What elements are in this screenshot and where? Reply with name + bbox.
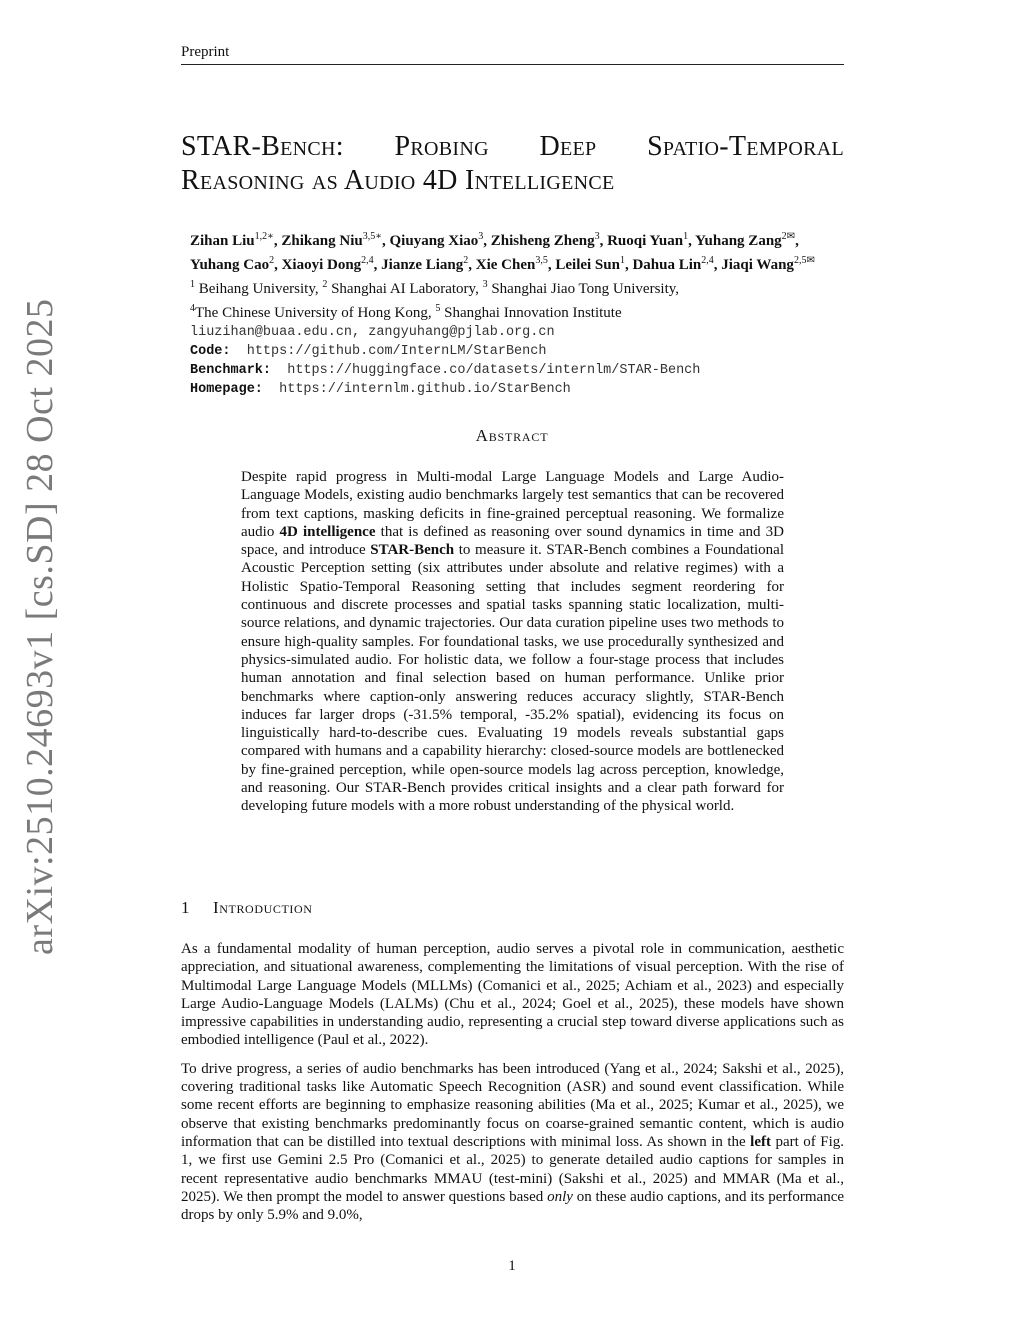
arxiv-stamp: arXiv:2510.24693v1 [cs.SD] 28 Oct 2025 [19,298,61,955]
paragraph: To drive progress, a series of audio benchmarks has been introduced (Yang et al., 2024; Sakshi et al., 2025), covering traditional tasks like Automatic Speech Recognition (ASR) and sound event classification. While some recent efforts are beginning to emphasize reasoning abilities (Ma et al., 2025; Kumar et al., 2025), we observe that existing benchmarks predominantly focus on coarse-grained semantic content, which is audio information that can be distilled into textual descriptions with minimal loss. As shown in the left part of Fig. 1, we first use Gemini 2.5 Pro (Comanici et al., 2025) to generate detailed audio captions for samples in recent representative audio benchmarks MMAU (test-mini) (Sakshi et al., 2025) and MMAR (Ma et al., 2025). We then prompt the model to answer questions based only on these audio captions, and its performance drops by only 5.9% and 9.0%, [181,1060,845,1224]
affiliation: Shanghai Jiao Tong University, [487,281,680,297]
author-name: Jiaqi Wang [721,257,794,273]
author-sup: 3,5 [535,255,548,266]
affiliation: Shanghai AI Laboratory, [327,281,483,297]
author-sup: 2,4 [361,255,374,266]
author-name: Jianze Liang [381,257,464,273]
author-sup: 2,4 [701,255,714,266]
author-name: Zihan Liu [190,233,255,249]
running-header: Preprint [181,44,844,65]
benchmark-link-row [190,361,850,380]
benchmark-link[interactable]: https://huggingface.co/datasets/internlm/STAR-Bench [287,363,701,378]
paper-title [181,130,844,198]
homepage-link-row [190,380,850,399]
title-word: Spatio-Temporal [647,131,844,162]
abstract-emphasis: STAR-Bench [370,542,455,559]
affiliation: Beihang University, [195,281,323,297]
title-line-2: Reasoning as Audio 4D Intelligence [181,165,615,196]
author-sup: 2 [269,255,275,266]
title-line-1 [181,130,844,164]
affiliation-line-2: $^4$The Chinese University of Hong Kong, $^5$ Shanghai Innovation Institute [190,303,622,321]
code-link[interactable]: https://github.com/InternLM/StarBench [246,344,547,359]
title-word: Deep [539,131,597,162]
author-name: Ruoqi Yuan [607,233,684,249]
author-name: Leilei Sun [555,257,620,273]
author-name: Xiaoyi Dong [281,257,362,273]
section-title: Introduction [213,898,313,917]
author-name: Dahua Lin [632,257,702,273]
author-sup: 1 [683,231,689,242]
author-name: Yuhang Cao [190,257,270,273]
abstract-body: Despite rapid progress in Multi-modal Large Language Models and Large Audio-Language Models, existing audio benchmarks largely test semantics that can be recovered from text captions, masking deficits in fine-grained perceptual reasoning. We formalize audio 4D intelligence that is defined as reasoning over sound dynamics in time and 3D space, and introduce STAR-Bench to measure it. STAR-Bench combines a Foundational Acoustic Perception setting (six attributes under absolute and relative regimes) with a Holistic Spatio-Temporal Reasoning setting that includes segment reordering for continuous and discrete processes and spatial tasks spanning static localization, multi-source relations, and dynamic trajectories. Our data curation pipeline uses two methods to ensure high-quality samples. For foundational tasks, we use procedurally synthesized and physics-simulated audio. For holistic data, we follow a four-stage process that includes human annotation and final selection based on human performance. Unlike prior benchmarks where caption-only answering reduces accuracy slightly, STAR-Bench induces far larger drops (-31.5% temporal, -35.2% spatial), evidencing its focus on linguistically hard-to-describe cues. Evaluating 19 models reveals substantial gaps compared with humans and a capability hierarchy: closed-source models are bottlenecked by fine-grained perception, while open-source models lag across perception, knowledge, and reasoning. Our STAR-Bench provides critical insights and a clear path forward for developing future models with a more robust understanding of the physical world. [241,469,784,815]
author-sup: 2,5✉ [793,255,815,266]
author-name: Qiuyang Xiao [389,233,479,249]
code-label: Code: [190,344,231,359]
section-heading [181,898,313,918]
title-word: Probing [394,131,489,162]
author-sup: 1 [619,255,625,266]
title-word: STAR-Bench: [181,131,344,162]
author-emails[interactable]: liuzihan@buaa.edu.cn, zangyuhang@pjlab.org.cn [190,325,555,340]
author-name: Zhikang Niu [281,233,363,249]
author-sup: 3 [478,231,484,242]
homepage-link[interactable]: https://internlm.github.io/StarBench [279,382,571,397]
author-sup: 3 [594,231,600,242]
benchmark-label: Benchmark: [190,363,272,378]
paragraph: As a fundamental modality of human perception, audio serves a pivotal role in communication, aesthetic appreciation, and situational awareness, complementing the limitations of visual perception. With the rise of Multimodal Large Language Models (MLLMs) (Comanici et al., 2025; Achiam et al., 2023) and especially Large Audio-Language Models (LALMs) (Chu et al., 2024; Goel et al., 2025), these models have shown impressive capabilities in understanding audio, representing a crucial step toward diverse applications such as embodied intelligence (Paul et al., 2022). [181,941,844,1049]
author-sup: 2 [463,255,469,266]
affiliation-line-1: $^1$ Beihang University, $^2$ Shanghai AI Laboratory, $^3$ Shanghai Jiao Tong University, [190,279,680,297]
author-line-2: Yuhang Cao$^2$, Xiaoyi Dong$^{2,4}$, Jianze Liang$^2$, Xie Chen$^{3,5}$, Leilei Sun$^1$, Dahua Lin$^{2,4}$, Jiaqi Wang$^{2,5✉}$ [190,255,815,273]
author-name: Zhisheng Zheng [490,233,595,249]
affiliation: Shanghai Innovation Institute [440,305,622,321]
author-block [190,227,850,399]
affiliation: The Chinese University of Hong Kong, [195,305,436,321]
author-line-1: Zihan Liu$^{1,2∗}$, Zhikang Niu$^{3,5∗}$, Qiuyang Xiao$^3$, Zhisheng Zheng$^3$, Ruoqi Yuan$^1$, Yuhang Zang$^{2✉}$, [190,231,799,249]
author-sup: 1,2∗ [254,231,274,242]
code-link-row [190,342,850,361]
page-number: 1 [508,1258,516,1274]
abstract-heading: Abstract [475,426,549,445]
homepage-label: Homepage: [190,382,263,397]
introduction-body [181,940,844,1234]
author-name: Yuhang Zang [695,233,782,249]
author-sup: 2✉ [781,231,796,242]
section-number: 1 [181,898,191,917]
author-name: Xie Chen [475,257,536,273]
abstract-emphasis: 4D intelligence [279,523,376,540]
author-sup: 3,5∗ [362,231,383,242]
